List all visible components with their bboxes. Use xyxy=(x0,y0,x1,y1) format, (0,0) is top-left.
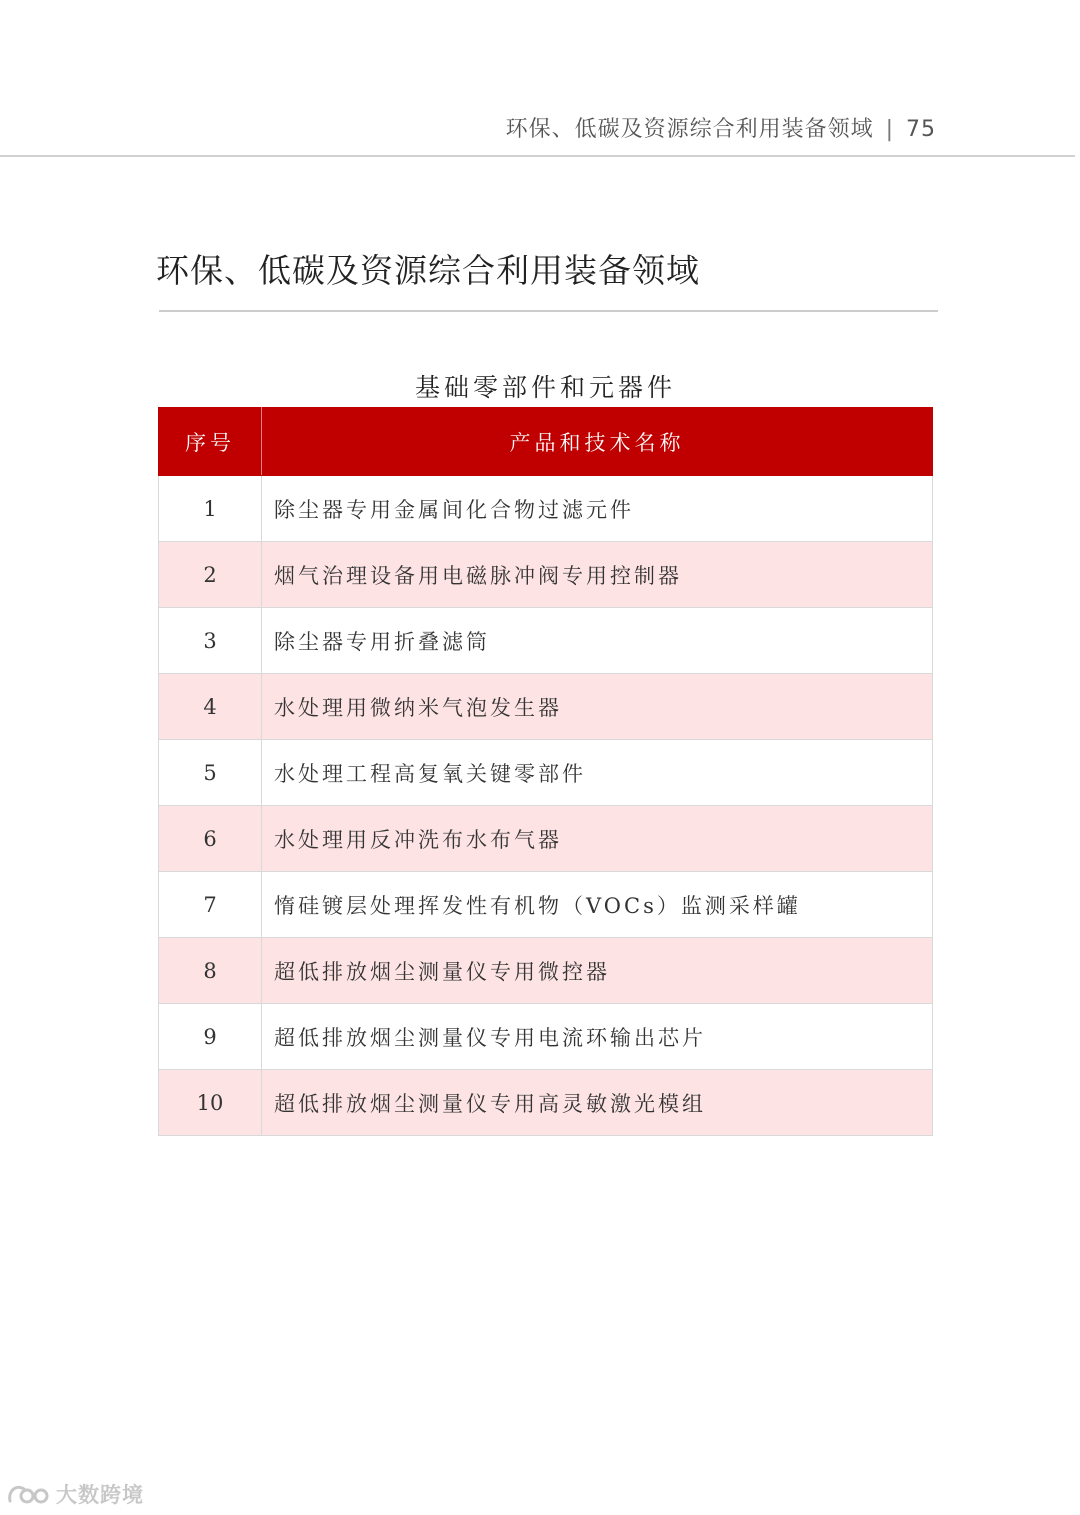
table-row xyxy=(159,806,933,872)
row-product-name: 惰硅镀层处理挥发性有机物（VOCs）监测采样罐 xyxy=(262,872,933,938)
row-product-name: 烟气治理设备用电磁脉冲阀专用控制器 xyxy=(262,542,933,608)
row-index: 6 xyxy=(159,806,262,872)
table-row xyxy=(159,938,933,1004)
row-product-name: 水处理工程高复氧关键零部件 xyxy=(262,740,933,806)
table-row xyxy=(159,476,933,542)
running-header-title: 环保、低碳及资源综合利用装备领域 xyxy=(505,117,874,142)
title-divider xyxy=(159,310,938,312)
row-index: 4 xyxy=(159,674,262,740)
row-index: 3 xyxy=(159,608,262,674)
table-caption: 基础零部件和元器件 xyxy=(414,373,676,402)
row-product-name: 超低排放烟尘测量仪专用微控器 xyxy=(262,938,933,1004)
row-index: 7 xyxy=(159,872,262,938)
watermark-text: 大数跨境 xyxy=(56,1483,144,1507)
running-header-separator: | xyxy=(885,117,894,142)
header-divider xyxy=(0,155,1075,157)
table-row xyxy=(159,872,933,938)
row-index: 1 xyxy=(159,476,262,542)
row-index: 9 xyxy=(159,1004,262,1070)
running-header xyxy=(506,112,936,143)
table-header-row xyxy=(159,408,933,476)
table-row xyxy=(159,1004,933,1070)
row-index: 10 xyxy=(159,1070,262,1136)
column-header-index: 序号 xyxy=(159,408,262,476)
table-row xyxy=(159,542,933,608)
section-title: 环保、低碳及资源综合利用装备领域 xyxy=(156,251,700,290)
table-row xyxy=(159,740,933,806)
product-table xyxy=(158,407,933,1136)
column-header-name: 产品和技术名称 xyxy=(262,408,933,476)
row-product-name: 超低排放烟尘测量仪专用电流环输出芯片 xyxy=(262,1004,933,1070)
row-index: 8 xyxy=(159,938,262,1004)
row-product-name: 除尘器专用折叠滤筒 xyxy=(262,608,933,674)
table-row xyxy=(159,674,933,740)
row-index: 5 xyxy=(159,740,262,806)
row-product-name: 水处理用反冲洗布水布气器 xyxy=(262,806,933,872)
table-row xyxy=(159,608,933,674)
logo-icon xyxy=(6,1481,50,1507)
row-product-name: 除尘器专用金属间化合物过滤元件 xyxy=(262,476,933,542)
row-product-name: 超低排放烟尘测量仪专用高灵敏激光模组 xyxy=(262,1070,933,1136)
row-index: 2 xyxy=(159,542,262,608)
watermark xyxy=(6,1479,144,1509)
table-row xyxy=(159,1070,933,1136)
page-number: 75 xyxy=(906,117,936,142)
row-product-name: 水处理用微纳米气泡发生器 xyxy=(262,674,933,740)
